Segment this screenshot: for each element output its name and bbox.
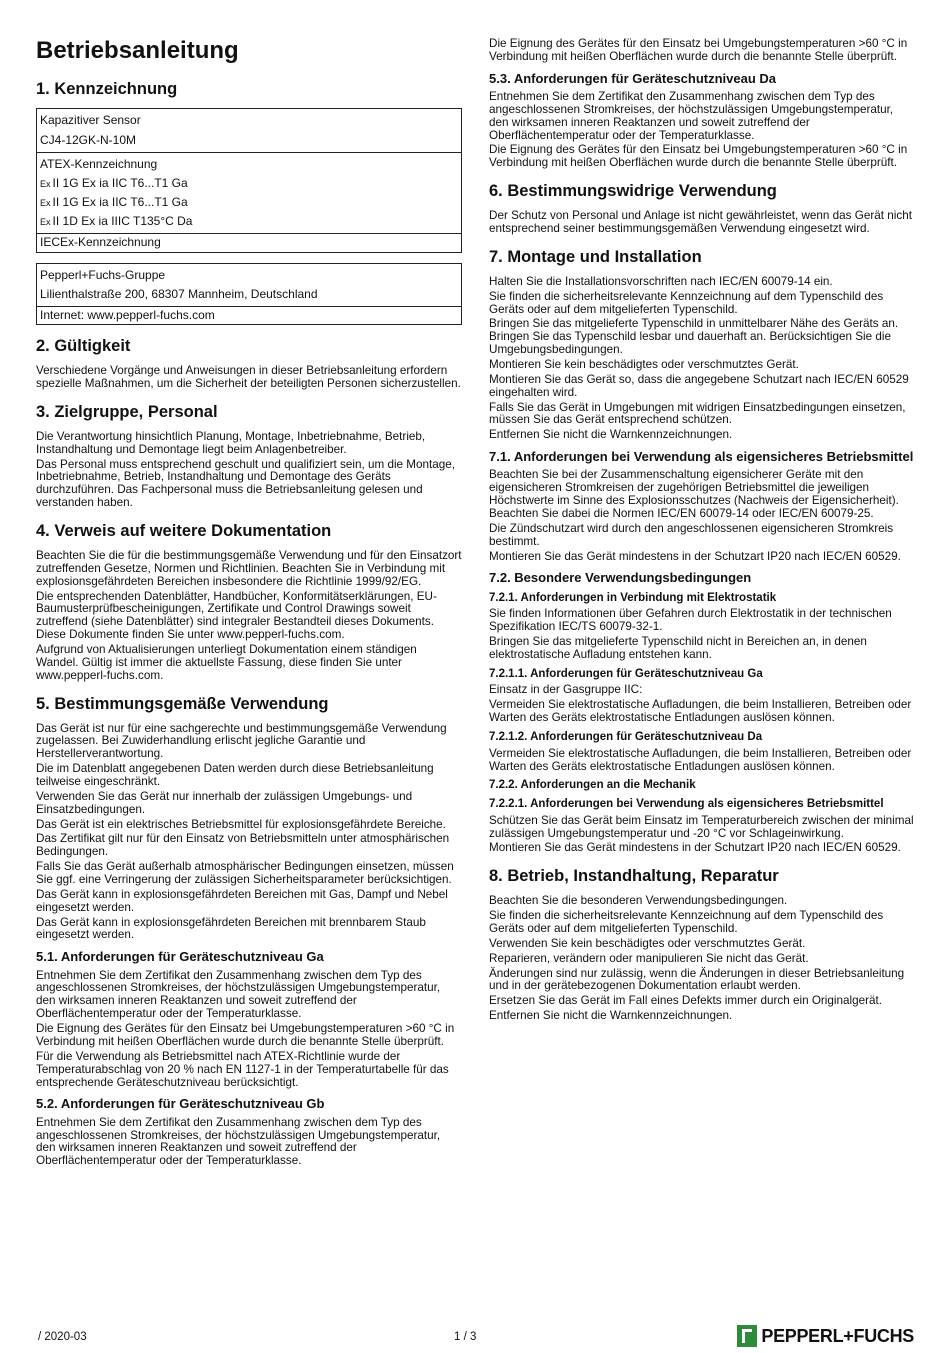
paragraph: Beachten Sie die besonderen Verwendungsbedingungen.	[489, 894, 788, 908]
subsubsection-heading: 7.2.1.2. Anforderungen für Geräteschutzniveau Da	[489, 731, 763, 744]
paragraph: Reparieren, verändern oder manipulieren Sie nicht das Gerät.	[489, 951, 809, 965]
atex-line: Ex II 1G Ex ia IIC T6...T1 Ga	[40, 195, 188, 210]
section-zielgruppe	[36, 403, 462, 510]
paragraph: Ersetzen Sie das Gerät im Fall eines Defekts immer durch ein Originalgerät.	[489, 994, 882, 1008]
paragraph: Beachten Sie die für die bestimmungsgemäße Verwendung und für den Einsatzort zutreffenden Gesetze, Normen und Richtlinien. Beachten Sie in Verbindung mit explosionsgefährdeten Bereichen insbesondere die Richtlinie 1999/92/EG.	[36, 549, 462, 588]
logo-text: PEPPERL+FUCHS	[761, 1325, 914, 1346]
paragraph: Verwenden Sie kein beschädigtes oder verschmutztes Gerät.	[489, 936, 806, 950]
paragraph: Beachten Sie bei der Zusammenschaltung eigensicherer Geräte mit den eigensicheren Stromkreisen der zugehörigen Betriebsmittel die jeweiligen Höchstwerte im Sinne des Explosionsschutzes (Nachweis der Eigensicherheit). Beachten Sie dabei die Normen IEC/EN 60079-14 oder IEC/EN 60079-25.	[489, 468, 899, 521]
product-code: CJ4-12GK-N-10M	[40, 132, 137, 147]
atex-title: ATEX-Kennzeichnung	[40, 156, 158, 171]
paragraph: Schützen Sie das Gerät beim Einsatz im Temperaturbereich zwischen der minimal zulässigen Umgebungstemperatur und -20 °C vor Schlageinwirkung.	[489, 813, 914, 840]
footer-date: / 2020-03	[38, 1331, 87, 1343]
section-verwendungsbedingungen	[489, 571, 914, 855]
subsection-heading: 7.2. Besondere Verwendungsbedingungen	[489, 570, 752, 586]
paragraph: Entnehmen Sie dem Zertifikat den Zusammenhang zwischen dem Typ des angeschlossenen Stromkreises, der höchstzulässigen Umgebungstemperatur, den wirksamen inneren Reaktanzen und soweit zutreffend der Oberflächentemperatur oder der Temperaturklasse.	[36, 968, 441, 1021]
paragraph: Das Gerät ist ein elektrisches Betriebsmittel für explosionsgefährdete Bereiche.	[36, 817, 446, 831]
paragraph: Die Eignung des Gerätes für den Einsatz bei Umgebungstemperaturen >60 °C in Verbindung mit heißen Oberflächen wurde durch die benannte Stelle überprüft.	[489, 37, 908, 63]
paragraph: Vermeiden Sie elektrostatische Aufladungen, die beim Installieren, Betreiben oder Warten des Geräts elektrostatische Entladungen auslösen können.	[489, 746, 912, 773]
paragraph: Die Eignung des Gerätes für den Einsatz bei Umgebungstemperaturen >60 °C in Verbindung mit heißen Oberflächen wurde durch die benannte Stelle überprüft.	[489, 143, 908, 170]
section-heading: 6. Bestimmungswidrige Verwendung	[489, 182, 777, 201]
section-bestimmungswidrig	[489, 182, 914, 236]
paragraph: Die entsprechenden Datenblätter, Handbücher, Konformitätserklärungen, EU-Baumusterprüfbescheinigungen, Zertifikate und Control Drawings soweit zutreffend (siehe Datenblätter) sind integraler Bestandteil dieses Dokuments. Diese Dokumente finden Sie unter www.pepperl-fuchs.com.	[36, 589, 437, 642]
paragraph: Einsatz in der Gasgruppe IIC:	[489, 683, 643, 697]
section-montage	[489, 248, 914, 442]
paragraph: Entnehmen Sie dem Zertifikat den Zusammenhang zwischen dem Typ des angeschlossenen Stromkreises, der höchstzulässigen Umgebungstemperatur, den wirksamen inneren Reaktanzen und soweit zutreffend der Oberflächentemperatur oder der Temperaturklasse.	[36, 1115, 441, 1168]
iecex-cell: IECEx-Kennzeichnung	[37, 234, 462, 252]
paragraph: Bringen Sie das mitgelieferte Typenschild in unmittelbarer Nähe des Geräts an. Bringen Sie das Typenschild lesbar und dauerhaft an. Berücksichtigen Sie die Umgebungsbedingungen.	[489, 317, 899, 357]
paragraph: Falls Sie das Gerät außerhalb atmosphärischer Bedingungen einsetzen, müssen Sie ggf. eine Verringerung der zulässigen Sicherheitsparameter berücksichtigen.	[36, 860, 454, 887]
paragraph: Für die Verwendung als Betriebsmittel nach ATEX-Richtlinie wurde der Temperaturabschlag von 20 % nach EN 1127-1 in der Temperaturtabelle für das entsprechende Geräteschutzniveau berücksichtigt.	[36, 1049, 449, 1089]
ex-icon: Ex	[40, 178, 51, 189]
atex-line: Ex II 1D Ex ia IIIC T135°C Da	[40, 214, 193, 229]
section-heading: 7. Montage und Installation	[489, 247, 702, 266]
marking-cell	[37, 109, 462, 152]
section-dokumentation	[36, 522, 462, 683]
paragraph: Die im Datenblatt angegebenen Daten werden durch diese Betriebsanleitung teilweise eingeschränkt.	[36, 762, 434, 789]
page-title: Betriebsanleitung	[36, 37, 239, 64]
section-ga	[36, 950, 462, 1089]
paragraph: Das Gerät kann in explosionsgefährdeten Bereichen mit Gas, Dampf und Nebel eingesetzt werden.	[36, 887, 448, 914]
paragraph: Entfernen Sie nicht die Warnkennzeichnungen.	[489, 428, 733, 442]
section-heading: 8. Betrieb, Instandhaltung, Reparatur	[489, 867, 779, 886]
paragraph: Verschiedene Vorgänge und Anweisungen in dieser Betriebsanleitung erfordern spezielle Maßnahmen, um die Sicherheit der beteiligten Personen sicherzustellen.	[36, 364, 461, 391]
paragraph: Das Zertifikat gilt nur für den Einsatz von Betriebsmitteln unter atmosphärischen Bedingungen.	[36, 832, 450, 859]
paragraph: Änderungen sind nur zulässig, wenn die Änderungen in dieser Betriebsanleitung und in der gerätebezogenen Dokumentation erlaubt werden.	[489, 966, 905, 993]
subsection-heading: 5.2. Anforderungen für Geräteschutzniveau Gb	[36, 1096, 325, 1112]
paragraph: Sie finden die sicherheitsrelevante Kennzeichnung auf dem Typenschild des Geräts oder auf dem mitgelieferten Typenschild.	[489, 909, 884, 935]
paragraph: Montieren Sie das Gerät mindestens in der Schutzart IP20 nach IEC/EN 60529.	[489, 549, 901, 563]
paragraph: Vermeiden Sie elektrostatische Aufladungen, die beim Installieren, Betreiben oder Warten des Geräts elektrostatische Entladungen auslösen können.	[489, 698, 912, 725]
section-gb	[36, 1097, 462, 1168]
product-type: Kapazitiver Sensor	[40, 113, 141, 128]
subsection-heading: 5.1. Anforderungen für Geräteschutzniveau Ga	[36, 949, 324, 965]
ex-icon: Ex	[40, 217, 51, 228]
paragraph: Falls Sie das Gerät in Umgebungen mit widrigen Einsatzbedingungen einsetzen, müssen Sie das Gerät entsprechend schützen.	[489, 400, 906, 427]
subsubsection-heading: 7.2.2. Anforderungen an die Mechanik	[489, 779, 696, 792]
paragraph: Das Gerät kann in explosionsgefährdeten Bereichen mit brennbarem Staub eingesetzt werden.	[36, 915, 426, 942]
paragraph: Halten Sie die Installationsvorschriften nach IEC/EN 60079-14 ein.	[489, 274, 833, 288]
brand-logo	[737, 1325, 914, 1347]
section-heading: 4. Verweis auf weitere Dokumentation	[36, 522, 332, 541]
manufacturer-table	[36, 263, 462, 326]
section-da	[489, 72, 914, 170]
paragraph: Der Schutz von Personal und Anlage ist nicht gewährleistet, wenn das Gerät nicht entsprechend seiner bestimmungsgemäßen Verwendung eingesetzt wird.	[489, 209, 912, 235]
manufacturer-address: Lilienthalstraße 200, 68307 Mannheim, Deutschland	[40, 286, 318, 301]
paragraph: Montieren Sie das Gerät so, dass die angegebene Schutzart nach IEC/EN 60529 eingehalten wird.	[489, 372, 909, 399]
atex-cell	[37, 152, 462, 234]
section-gueltigkeit	[36, 337, 462, 391]
paragraph: Sie finden die sicherheitsrelevante Kennzeichnung auf dem Typenschild des Geräts oder auf dem mitgelieferten Typenschild.	[489, 289, 884, 316]
section-eigensicher	[489, 450, 914, 563]
paragraph: Entnehmen Sie dem Zertifikat den Zusammenhang zwischen dem Typ des angeschlossenen Stromkreises, der höchstzulässigen Umgebungstemperatur, den wirksamen inneren Reaktanzen und soweit zutreffend der Oberflächentemperatur oder der Temperaturklasse.	[489, 90, 894, 142]
right-column	[489, 38, 914, 1027]
manufacturer-name: Pepperl+Fuchs-Gruppe	[40, 267, 166, 282]
left-column	[36, 30, 462, 1172]
paragraph: Das Gerät ist nur für eine sachgerechte und bestimmungsgemäße Verwendung zugelassen. Bei Zuwiderhandlung erlischt jegliche Garantie und Herstellerverantwortung.	[36, 721, 447, 761]
ex-icon: Ex	[40, 198, 51, 209]
paragraph: Montieren Sie kein beschädigtes oder verschmutztes Gerät.	[489, 357, 799, 371]
paragraph: Die Verantwortung hinsichtlich Planung, Montage, Inbetriebnahme, Betrieb, Instandhaltung und Demontage liegt beim Anlagenbetreiber.	[36, 429, 426, 456]
section-heading: 1. Kennzeichnung	[36, 80, 178, 99]
section-kennzeichnung	[36, 80, 462, 325]
paragraph: Entfernen Sie nicht die Warnkennzeichnungen.	[489, 1009, 733, 1023]
section-heading: 3. Zielgruppe, Personal	[36, 402, 218, 421]
paragraph: Die Eignung des Gerätes für den Einsatz bei Umgebungstemperaturen >60 °C in Verbindung mit heißen Oberflächen wurde durch die benannte Stelle überprüft.	[36, 1022, 455, 1048]
section-heading: 5. Bestimmungsgemäße Verwendung	[36, 694, 329, 713]
section-verwendung	[36, 695, 462, 943]
paragraph: Die Zündschutzart wird durch den angeschlossenen eigensicheren Stromkreis bestimmt.	[489, 521, 894, 548]
paragraph: Das Personal muss entsprechend geschult und qualifiziert sein, um die Montage, Inbetriebnahme, Betrieb, Instandhaltung und Demontage des Geräts durchzuführen. Das Fachpersonal muss die Betriebsanleitung gelesen und verstanden haben.	[36, 457, 456, 510]
subsection-heading: 5.3. Anforderungen für Geräteschutzniveau Da	[489, 70, 777, 86]
paragraph: Sie finden Informationen über Gefahren durch Elektrostatik in der technischen Spezifikation IEC/TS 60079-32-1.	[489, 607, 892, 634]
subsubsection-heading: 7.2.1. Anforderungen in Verbindung mit Elektrostatik	[489, 591, 777, 604]
page-number: 1 / 3	[454, 1331, 477, 1343]
manufacturer-cell	[37, 263, 462, 306]
logo-mark-icon	[737, 1325, 757, 1347]
internet-cell: Internet: www.pepperl-fuchs.com	[37, 307, 462, 325]
paragraph: Montieren Sie das Gerät mindestens in der Schutzart IP20 nach IEC/EN 60529.	[489, 841, 901, 855]
paragraph: Bringen Sie das mitgelieferte Typenschild nicht in Bereichen an, in denen elektrostatische Aufladung entstehen kann.	[489, 635, 867, 661]
marking-table	[36, 108, 462, 252]
atex-line: Ex II 1G Ex ia IIC T6...T1 Ga	[40, 175, 188, 190]
section-heading: 2. Gültigkeit	[36, 337, 131, 356]
section-betrieb	[489, 867, 914, 1023]
subsubsection-heading: 7.2.2.1. Anforderungen bei Verwendung als eigensicheres Betriebsmittel	[489, 798, 884, 811]
subsection-heading: 7.1. Anforderungen bei Verwendung als eigensicheres Betriebsmittel	[489, 449, 914, 465]
subsubsection-heading: 7.2.1.1. Anforderungen für Geräteschutzniveau Ga	[489, 667, 763, 680]
paragraph: Verwenden Sie das Gerät nur innerhalb der zulässigen Umgebungs- und Einsatzbedingungen.	[36, 789, 413, 816]
paragraph: Aufgrund von Aktualisierungen unterliegt Dokumentation einem ständigen Wandel. Gültig ist immer die aktuellste Fassung, diese finden Sie unter www.pepperl-fuchs.com.	[36, 643, 417, 682]
